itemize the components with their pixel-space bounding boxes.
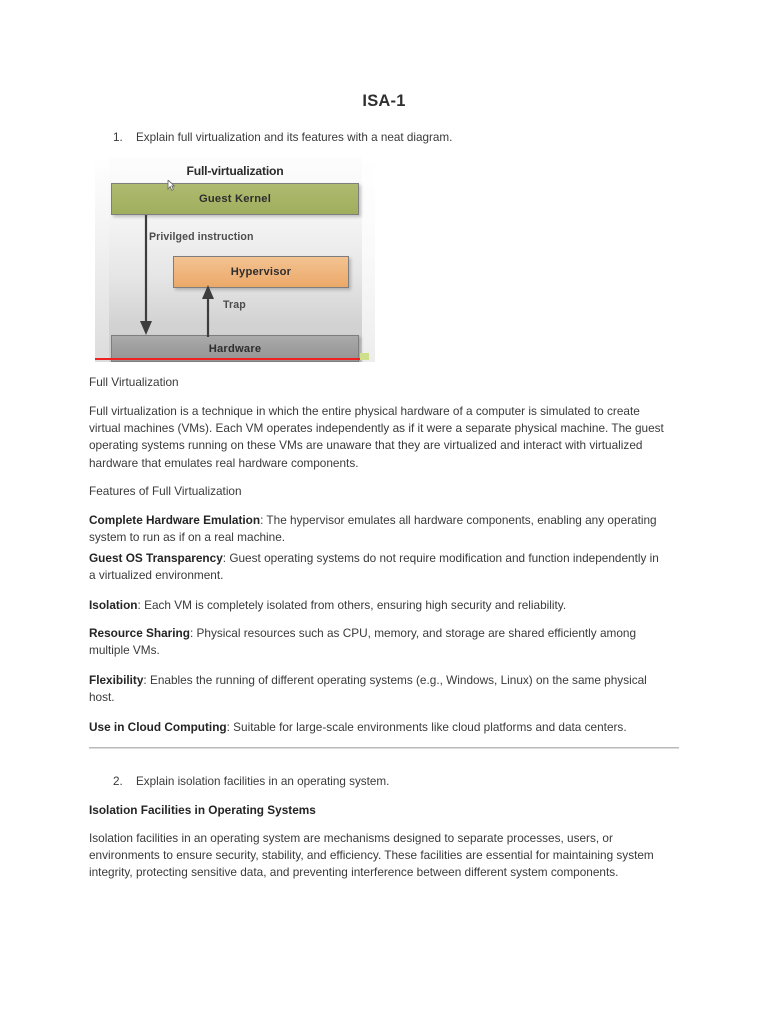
section-divider [89,747,679,749]
diagram-title: Full-virtualization [186,164,284,178]
feature-description: : Suitable for large-scale environments like cloud platforms and data centers. [226,720,627,734]
feature-term: Flexibility [89,673,144,687]
feature-term: Guest OS Transparency [89,551,223,565]
question-text: Explain isolation facilities in an operating system. [136,775,390,788]
heading-full-virtualization: Full Virtualization [89,375,179,389]
paragraph-isolation-facilities: Isolation facilities in an operating system are mechanisms designed to separate processes, users, or environments to ensure security, stability, and efficiency. These facilities are essential for maintaining system integrity, protecting sensitive data, and preventing interference between different system components. [89,831,654,880]
question-item-2 [113,775,673,788]
feature-description: : Enables the running of different operating systems (e.g., Windows, Linux) on the same physical host. [89,673,647,705]
heading-isolation-facilities: Isolation Facilities in Operating Systems [89,803,316,817]
paragraph-full-virtualization: Full virtualization is a technique in which the entire physical hardware of a computer is simulated to create virtual machines (VMs). Each VM operates independently as if it were a separate physical machine. The guest operating systems running on these VMs are unaware that they are virtualized and interact with virtualized hardware that emulates real hardware components. [89,404,664,470]
page-title: ISA-1 [362,92,406,110]
full-virtualization-diagram [95,157,375,362]
diagram-red-underline [95,358,360,360]
feature-term: Use in Cloud Computing [89,720,227,734]
mouse-cursor-icon [167,180,174,189]
feature-description: : Guest operating systems do not require modification and function independently in a virtualized environment. [89,551,659,583]
question-text: Explain full virtualization and its features with a neat diagram. [136,131,453,144]
question-number: 2. [113,775,123,788]
feature-term: Complete Hardware Emulation [89,513,261,527]
diagram-arrow-up-hardware-to-hypervisor [200,285,216,337]
feature-term: Resource Sharing [89,626,190,640]
question-item-1 [113,131,673,144]
feature-item [89,597,667,614]
feature-description: : Physical resources such as CPU, memory, and storage are shared efficiently among multiple VMs. [89,626,637,658]
diagram-box-hypervisor: Hypervisor [173,256,349,288]
feature-item [89,512,667,546]
figure-right-gradient [362,157,375,362]
feature-item [89,625,667,659]
diagram-box-hardware: Hardware [111,335,359,362]
diagram-label-privileged-instruction: Privilged instruction [149,231,254,243]
feature-description: : The hypervisor emulates all hardware components, enabling any operating system to run as if on a real machine. [89,513,657,545]
diagram-label-trap: Trap [223,299,246,311]
feature-description: : Each VM is completely isolated from others, ensuring high security and reliability. [137,598,567,612]
diagram-arrow-down-guest-to-hardware [138,215,154,337]
feature-item [89,550,667,584]
feature-item [89,672,667,706]
heading-features-of-full-virtualization: Features of Full Virtualization [89,484,242,498]
diagram-box-guest-kernel: Guest Kernel [111,183,359,215]
figure-left-gradient [95,157,109,362]
feature-item [89,719,667,736]
feature-term: Isolation [89,598,138,612]
diagram-green-artifact [360,353,369,360]
question-number: 1. [113,131,123,144]
